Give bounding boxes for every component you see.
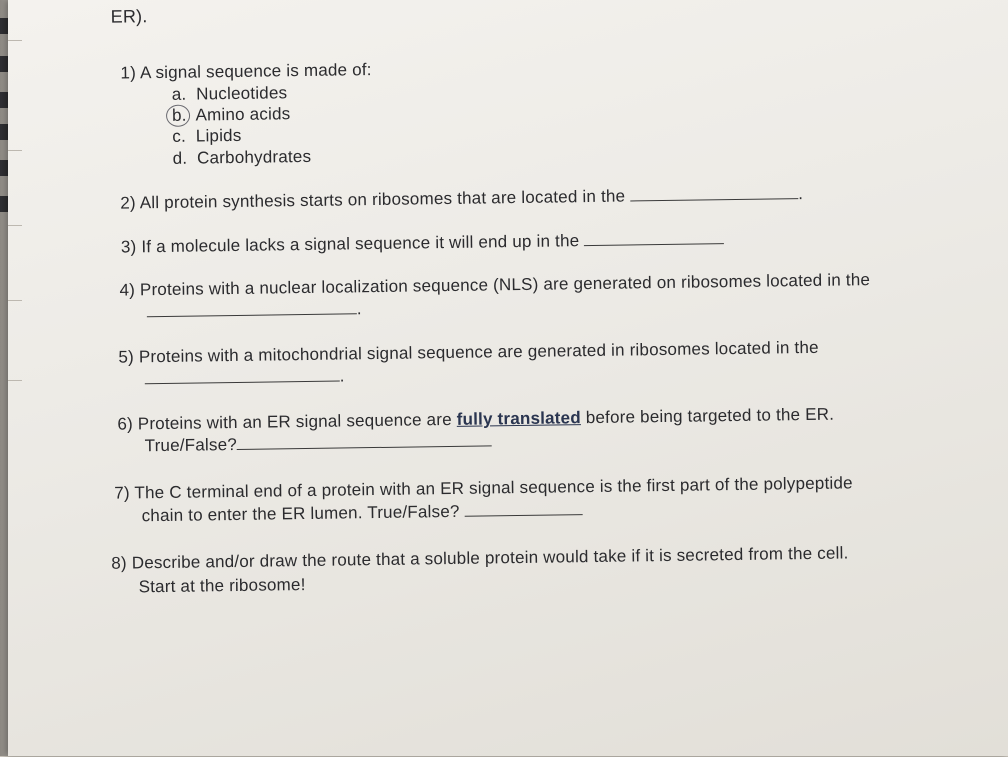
- question-number: 6): [117, 414, 134, 434]
- question-text: Proteins with a mitochondrial signal sequence are generated in ribosomes located in the: [138, 337, 819, 367]
- question-text: If a molecule lacks a signal sequence it will end up in the: [141, 231, 580, 257]
- question-text: True/False?: [144, 434, 238, 456]
- question-8: [111, 543, 848, 573]
- question-number: 4): [119, 280, 136, 300]
- answer-blank[interactable]: [584, 229, 724, 246]
- question-3: [121, 229, 725, 257]
- answer-blank[interactable]: [147, 299, 357, 317]
- option-b: [172, 104, 291, 126]
- question-text: All protein synthesis starts on ribosomes that are located in the: [139, 186, 626, 213]
- question-tail: .: [339, 366, 345, 386]
- question-text: chain to enter the ER lumen. True/False?: [141, 501, 460, 526]
- question-text: The C terminal end of a protein with an ER signal sequence is the first part of the polypeptide: [134, 473, 853, 503]
- question-text: Proteins with an ER signal sequence are: [137, 409, 452, 434]
- question-4-blank-line: [147, 299, 362, 322]
- option-d: [173, 147, 312, 169]
- question-5: [118, 338, 819, 368]
- option-letter: d.: [172, 148, 188, 168]
- question-7-line-2: [142, 500, 583, 526]
- question-tail: .: [798, 184, 804, 204]
- question-6: [117, 405, 834, 435]
- question-number: 1): [120, 63, 137, 83]
- question-number: 2): [120, 193, 136, 213]
- question-4: [119, 270, 870, 300]
- answer-blank[interactable]: [464, 500, 582, 517]
- question-tail: .: [356, 299, 362, 319]
- question-7: [114, 473, 853, 503]
- question-text: Describe and/or draw the route that a soluble protein would take if it is secreted from the cell.: [131, 543, 849, 573]
- option-text: Lipids: [195, 125, 242, 146]
- question-text: A signal sequence is made of:: [139, 60, 372, 83]
- worksheet-page: [8, 0, 1008, 756]
- question-number: 7): [114, 483, 130, 503]
- question-number: 8): [111, 553, 127, 573]
- option-text: Amino acids: [195, 104, 291, 125]
- option-c: [172, 126, 241, 147]
- option-letter: b.: [171, 105, 187, 125]
- emphasized-phrase: fully translated: [456, 408, 581, 429]
- answer-blank[interactable]: [237, 431, 492, 450]
- option-a: [172, 83, 288, 105]
- option-letter: c.: [172, 126, 187, 146]
- question-number: 3): [120, 237, 137, 257]
- question-text: Start at the ribosome!: [138, 575, 306, 597]
- question-8-line-2: [139, 575, 306, 597]
- answer-blank[interactable]: [630, 184, 798, 201]
- question-1: [120, 60, 371, 84]
- question-text: Proteins with a nuclear localization sequence (NLS) are generated on ribosomes located in the: [139, 270, 871, 300]
- option-letter: a.: [171, 84, 187, 104]
- option-text: Carbohydrates: [196, 146, 312, 168]
- question-5-blank-line: [145, 366, 345, 389]
- question-number: 5): [118, 347, 135, 367]
- question-6-line-2: [145, 431, 493, 456]
- header-text: ER).: [110, 6, 148, 27]
- option-text: Nucleotides: [196, 83, 288, 104]
- answer-blank[interactable]: [145, 367, 340, 385]
- question-2: [120, 184, 803, 214]
- worksheet-content: [7, 0, 1008, 757]
- question-text: before being targeted to the ER.: [585, 404, 835, 428]
